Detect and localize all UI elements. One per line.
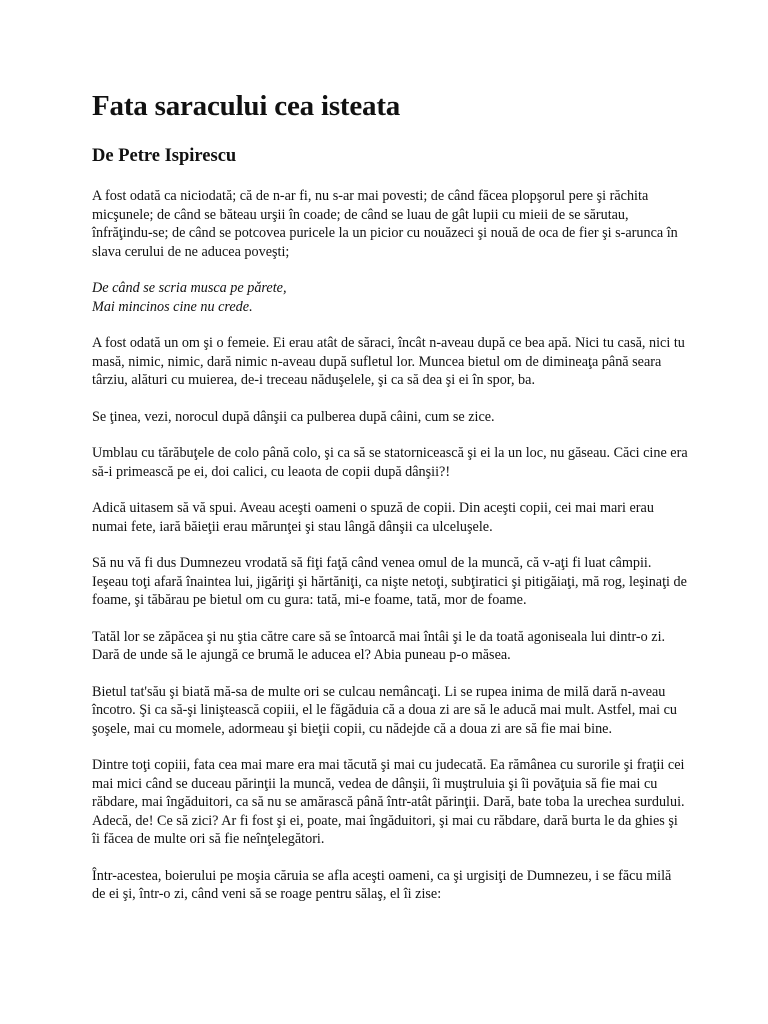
document-author: De Petre Ispirescu [92,146,237,166]
paragraph: A fost odată ca niciodată; că de n-ar fi, nu s-ar mai povesti; de când făcea plopşorul pere şi răchita micşunele; de când se băteau urşii în coade; de când se luau de gât lupii cu mieii de se sărutau, înfrăţindu-se; de când se potcovea puricele la un picior cu nouăzeci şi nouă de oca de fier şi s-arunca în slava cerului de ne aducea poveşti; [92,188,678,260]
paragraph: Bietul tat'său şi biată mă-sa de multe ori se culcau nemâncaţi. Li se rupea inima de milă dară n-aveau încotro. Şi ca să-şi liniştească copiii, el le făgăduia că a doua zi are să le aducă mai mult. Astfel, mai cu şoşele, mai cu momele, adormeau şi bieţii copii, cu nădejde că a doua zi are să fie mai bine. [92,683,678,737]
paragraph: Umblau cu tărăbuţele de colo până colo, şi ca să se statornicească şi ei la un loc, nu găseau. Căci cine era să-i primească pe ei, doi calici, cu leaota de copii după dânşii?! [92,445,688,480]
paragraph: Tatăl lor se zăpăcea şi nu ştia către care să se întoarcă mai întâi şi le da toată agoniseala lui dintr-o zi. Dară de unde să le ajungă ce brumă le aducea el? Abia puneau p-o măsea. [92,628,666,663]
verse-line: Mai mincinos cine nu crede. [92,298,253,315]
paragraph: Dintre toţi copiii, fata cea mai mare era mai tăcută şi mai cu judecată. Ea rămânea cu surorile şi fraţii cei mai mici când se duceau părinţii la muncă, vedea de dânşii, îi muştruluia şi îi povăţuia să fie mai cu răbdare, mai îngăduitori, ca să nu se amărască până într-atât părinţii. Dară, bate toba la urechea surdului. Adecă, de! Ce să zici? Ar fi fost şi ei, poate, mai îngăduitori, şi mai cu răbdare, dară burta le da ghies şi îi făcea de multe ori să fie neînţelegători. [92,757,685,847]
paragraph: Într-acestea, boierului pe moşia căruia se afla aceşti oameni, ca şi urgisiţi de Dumnezeu, i se făcu milă de ei şi, într-o zi, când veni să se roage pentru sălaş, el îi zise: [92,867,672,902]
paragraph: Se ţinea, vezi, norocul după dânşii ca pulberea după câini, cum se zice. [92,408,495,425]
document-title: Fata saracului cea isteata [92,90,401,122]
paragraph: A fost odată un om şi o femeie. Ei erau atât de săraci, încât n-aveau după ce bea apă. Nici tu casă, nici tu masă, nimic, nimic, dară nimic n-aveau după sufletul lor. Muncea bietul om de dimineaţa până seara târziu, alături cu muierea, de-i treceau năduşelele, şi ca să dea şi ei în spor, ba. [92,335,685,388]
verse-line: De când se scria musca pe pǎrete, [92,280,287,296]
paragraph: Adică uitasem să vă spui. Aveau aceşti oameni o spuză de copii. Din aceşti copii, cei mai mari erau numai fete, iară băieţii erau mărunţei şi stau lângă dânşii ca ulceluşele. [92,500,654,535]
verse-block [92,279,688,316]
paragraph: Să nu vă fi dus Dumnezeu vrodată să fiţi faţă când venea omul de la muncă, că v-aţi fi luat câmpii. Ieşeau toţi afară înaintea lui, jigăriţi şi hărtăniţi, ca nişte netoţi, subţiratici şi pitigăiaţi, mă rog, leşinaţi de foame, şi tăbărau pe bietul om cu gura: tată, mi-e foame, tată, mor de foame. [92,555,687,608]
document-page [92,89,688,922]
